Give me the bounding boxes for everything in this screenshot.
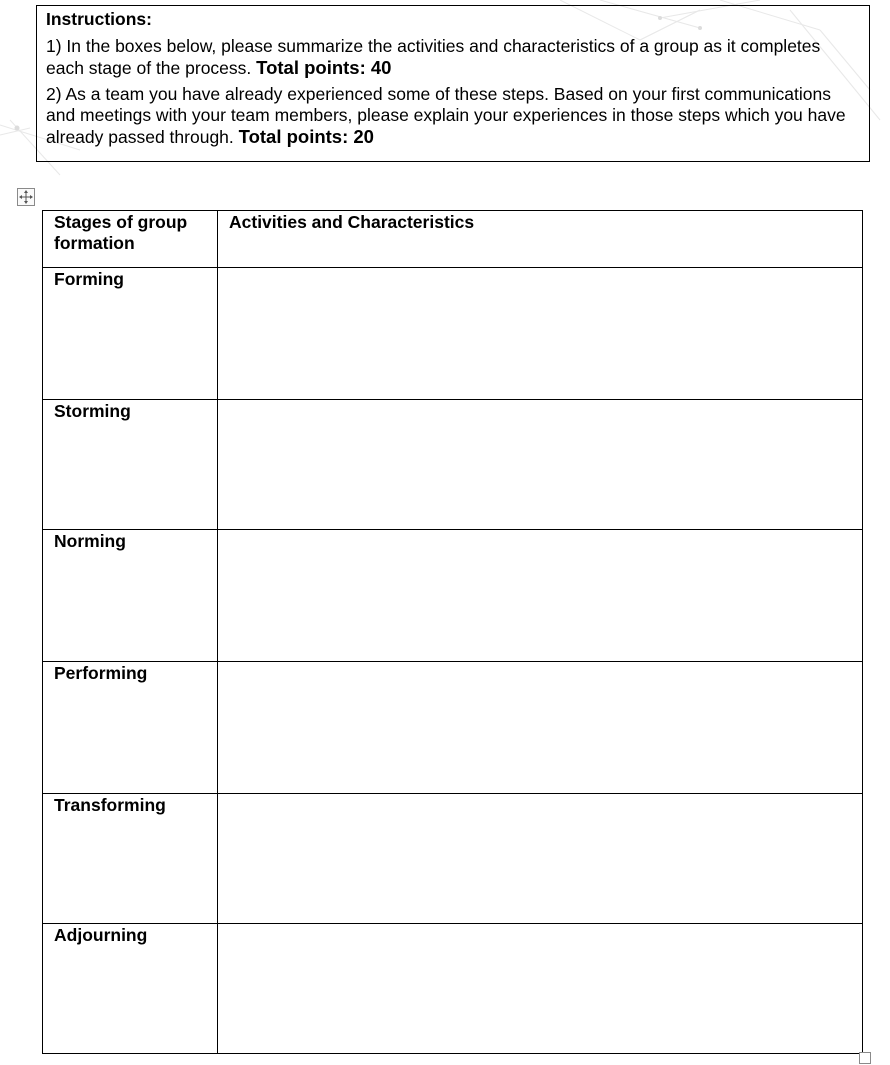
instruction-item-1 [46,36,861,79]
header-stage: Stages of group formation [43,211,218,268]
stage-transforming: Transforming [43,794,218,924]
instruction-item-2 [46,84,861,148]
answer-forming[interactable] [218,268,863,400]
table-row [43,530,863,662]
stage-adjourning: Adjourning [43,924,218,1054]
answer-performing[interactable] [218,662,863,794]
header-activities: Activities and Characteristics [218,211,863,268]
table-row [43,268,863,400]
table-row [43,662,863,794]
move-arrows-glyph [18,189,34,205]
answer-transforming[interactable] [218,794,863,924]
stage-norming: Norming [43,530,218,662]
answer-adjourning[interactable] [218,924,863,1054]
stage-storming: Storming [43,400,218,530]
stages-table [42,210,863,1054]
stage-forming: Forming [43,268,218,400]
table-row [43,924,863,1054]
instruction-item-1-text: 1) In the boxes below, please summarize the activities and characteristics of a group as it completes each stage of the process. [46,36,821,78]
instruction-item-2-points: Total points: 20 [238,126,374,147]
answer-norming[interactable] [218,530,863,662]
move-arrows-icon[interactable] [17,188,35,206]
answer-storming[interactable] [218,400,863,530]
stage-performing: Performing [43,662,218,794]
table-header-row [43,211,863,268]
instructions-box [36,5,870,162]
table-row [43,400,863,530]
table-row [43,794,863,924]
instruction-item-1-points: Total points: 40 [256,57,392,78]
instructions-title: Instructions: [46,9,152,29]
instruction-item-2-text: 2) As a team you have already experienced some of these steps. Based on your first communications and meetings with your team members, please explain your experiences in those steps which you have already passed through. [46,84,846,147]
resize-square-icon[interactable] [859,1052,871,1064]
